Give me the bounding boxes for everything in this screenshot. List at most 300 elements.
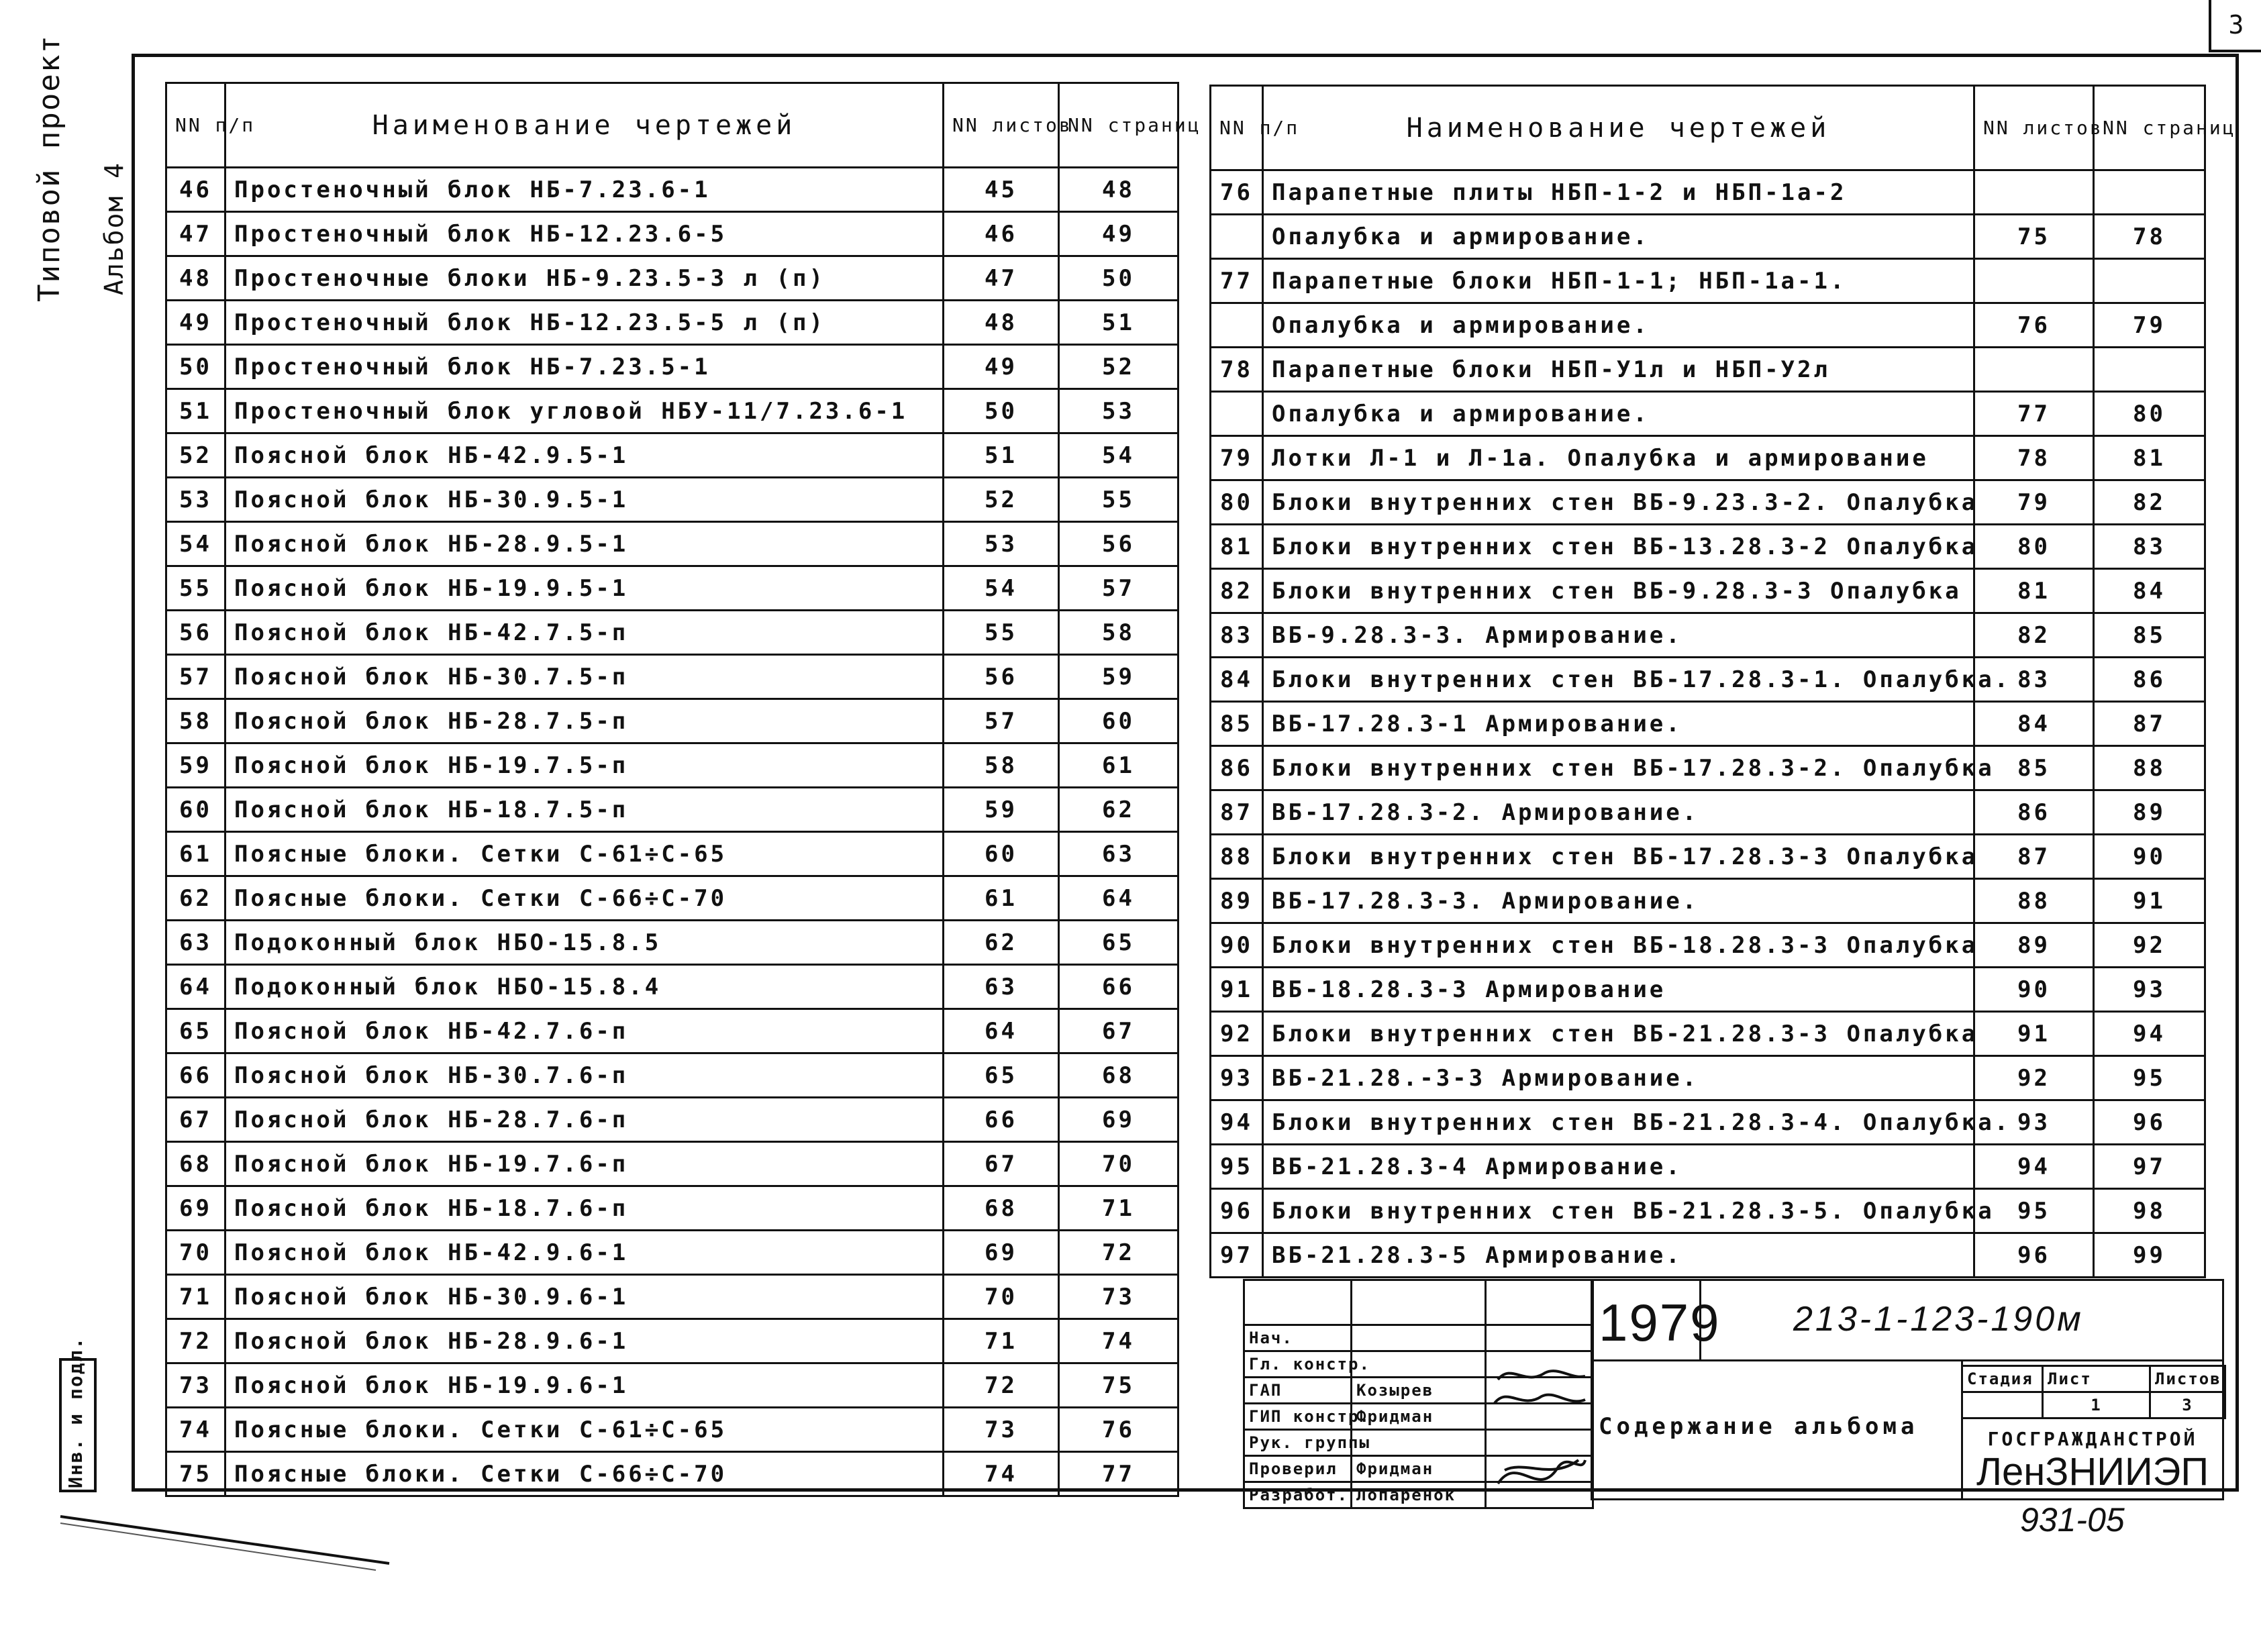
drawing-name: ВБ-17.28.3-3. Армирование. [1263,879,1974,923]
table-row [166,1142,1178,1186]
drawing-name: Блоки внутренних стен ВБ-17.28.3-2. Опалубка [1263,746,1974,790]
stamp-spacer-row [1244,1280,1593,1325]
col-header-num: NN п/п [166,83,225,168]
row-number: 57 [166,655,225,699]
page-number-cell: 48 [1059,168,1178,212]
table-row [1211,790,2205,835]
table-row [1211,1100,2205,1145]
drawing-code-handwritten: 931-05 [2020,1501,2125,1539]
page-number-cell: 52 [1059,345,1178,389]
left-contents-table [165,82,1201,1497]
sheet-number-cell: 59 [944,788,1059,832]
sheet-number-cell: 49 [944,345,1059,389]
row-number: 52 [166,433,225,478]
row-number: 48 [166,256,225,301]
sheet-number-cell: 58 [944,743,1059,788]
sheets-value: 3 [2150,1392,2225,1418]
sheet-number-cell: 63 [944,965,1059,1009]
table-row [166,743,1178,788]
page-number-cell: 65 [1059,921,1178,965]
row-number [1211,392,1263,436]
page-number-cell: 74 [1059,1319,1178,1363]
row-number: 55 [166,566,225,611]
table-row [166,699,1178,743]
table-row [166,1186,1178,1231]
drawing-name: Поясной блок НБ-18.7.6-п [225,1186,944,1231]
drawing-name: ВБ-21.28.3-4 Армирование. [1263,1145,1974,1189]
row-number [1211,215,1263,259]
col-header-pages: NN страниц [2094,86,2205,170]
row-number: 58 [166,699,225,743]
drawing-name: Опалубка и армирование. [1263,215,1974,259]
stamp-signature-cell [1486,1325,1593,1351]
row-number: 56 [166,611,225,655]
row-number: 80 [1211,480,1263,525]
org-name: ГОСГРАЖДАНСТРОЙ [1987,1428,2198,1450]
table-row [1211,1145,2205,1189]
drawing-name: Поясной блок НБ-28.9.6-1 [225,1319,944,1363]
page-number-cell: 84 [2094,569,2205,613]
row-number: 65 [166,1009,225,1053]
page-number-cell: 58 [1059,611,1178,655]
row-number: 73 [166,1363,225,1408]
sheet-number-cell: 56 [944,655,1059,699]
page-number-cell: 70 [1059,1142,1178,1186]
page-number-cell: 89 [2094,790,2205,835]
drawing-name: Поясной блок НБ-19.9.5-1 [225,566,944,611]
row-number: 67 [166,1098,225,1142]
stage-value [1962,1392,2043,1418]
page-number-cell: 71 [1059,1186,1178,1231]
page-number-cell: 98 [2094,1189,2205,1233]
row-number: 68 [166,1142,225,1186]
drawing-name: Поясной блок НБ-28.7.6-п [225,1098,944,1142]
drawing-name: Поясные блоки. Сетки С-66÷С-70 [225,876,944,921]
row-number: 50 [166,345,225,389]
page-number-cell: 61 [1059,743,1178,788]
drawing-name: Подоконный блок НБО-15.8.4 [225,965,944,1009]
row-number: 47 [166,212,225,256]
page-number-cell: 63 [1059,832,1178,876]
stamp-role: Нач. [1244,1325,1352,1351]
page-number-cell: 99 [2094,1233,2205,1278]
page-number-cell: 93 [2094,968,2205,1012]
page-number-cell: 51 [1059,301,1178,345]
table-row [166,433,1178,478]
project-label: Типовой проект [32,34,66,302]
drawing-name: Поясные блоки. Сетки С-61÷С-65 [225,832,944,876]
sheet-number-cell: 54 [944,566,1059,611]
sheet-number-cell: 81 [1974,569,2094,613]
row-number: 60 [166,788,225,832]
drawing-name: Поясной блок НБ-42.7.5-п [225,611,944,655]
row-number: 71 [166,1275,225,1319]
table-row [166,389,1178,433]
row-number: 46 [166,168,225,212]
drawing-name: Простеночный блок угловой НБУ-11/7.23.6-1 [225,389,944,433]
page-number-cell: 50 [1059,256,1178,301]
drawing-name: ВБ-21.28.3-5 Армирование. [1263,1233,1974,1278]
table-row [166,611,1178,655]
row-number: 87 [1211,790,1263,835]
right-contents-table [1209,85,2236,1278]
stamp-empty-cell [1244,1280,1352,1325]
row-number: 66 [166,1053,225,1098]
stamp-role: Проверил [1244,1456,1352,1482]
table-row [1211,968,2205,1012]
drawing-name: Поясной блок НБ-30.7.5-п [225,655,944,699]
row-number: 53 [166,478,225,522]
drawing-name: Блоки внутренних стен ВБ-9.28.3-3 Опалубка [1263,569,1974,613]
table-row [1211,525,2205,569]
row-number: 74 [166,1408,225,1452]
page-number-cell: 83 [2094,525,2205,569]
row-number: 95 [1211,1145,1263,1189]
row-number: 88 [1211,835,1263,879]
stamp-person [1352,1325,1486,1351]
page-number-cell: 75 [1059,1363,1178,1408]
sheet-number-cell: 84 [1974,702,2094,746]
drawing-name: Поясной блок НБ-42.9.5-1 [225,433,944,478]
table-row [166,788,1178,832]
sheet-number-cell: 88 [1974,879,2094,923]
table-row [166,168,1178,212]
stamp-year-divider [1699,1279,1701,1359]
table-row [166,655,1178,699]
row-number: 77 [1211,259,1263,303]
drawing-name: Поясной блок НБ-18.7.5-п [225,788,944,832]
row-number: 91 [1211,968,1263,1012]
drawing-name: ВБ-17.28.3-1 Армирование. [1263,702,1974,746]
page-number-cell: 97 [2094,1145,2205,1189]
table-row [1211,1012,2205,1056]
row-number: 84 [1211,658,1263,702]
stamp-empty-cell [1352,1280,1486,1325]
drawing-name: Подоконный блок НБО-15.8.5 [225,921,944,965]
sheet-number-cell: 45 [944,168,1059,212]
table-row [166,1009,1178,1053]
stamp-person [1352,1430,1486,1456]
sheet-number-cell: 82 [1974,613,2094,658]
col-header-sheets: NN листов [944,83,1059,168]
sheet-number-cell: 47 [944,256,1059,301]
drawing-name: Парапетные плиты НБП-1-2 и НБП-1а-2 [1263,170,1974,215]
sheet-number-cell: 50 [944,389,1059,433]
page-number-cell: 85 [2094,613,2205,658]
table-row [166,1053,1178,1098]
page-number-cell: 49 [1059,212,1178,256]
sheet-number-cell: 90 [1974,968,2094,1012]
row-number: 51 [166,389,225,433]
table-row [166,921,1178,965]
sheet-number-cell: 65 [944,1053,1059,1098]
org-institute: ЛенЗНИИЭП [1976,1450,2209,1494]
table-row [1211,746,2205,790]
sheet-number-cell: 64 [944,1009,1059,1053]
table-row [1211,702,2205,746]
sheet-number-cell: 52 [944,478,1059,522]
sheet-number-cell: 80 [1974,525,2094,569]
page-number-cell: 80 [2094,392,2205,436]
drawing-name: Простеночные блоки НБ-9.23.5-3 л (п) [225,256,944,301]
sheet-number-cell: 53 [944,522,1059,566]
drawing-name: Поясной блок НБ-30.7.6-п [225,1053,944,1098]
col-header-pages: NN страниц [1059,83,1178,168]
sheet-label: Лист [2043,1366,2150,1392]
stamp-person: Фридман [1352,1404,1486,1430]
drawing-name: Парапетные блоки НБП-У1л и НБП-У2л [1263,348,1974,392]
sheet-value: 1 [2043,1392,2150,1418]
drawing-name: Поясные блоки. Сетки С-61÷С-65 [225,1408,944,1452]
page-number-cell: 90 [2094,835,2205,879]
sheet-number: 3 [2209,0,2261,52]
page-number-cell [2094,348,2205,392]
page-number-cell: 59 [1059,655,1178,699]
stamp-role-row [1244,1325,1593,1351]
row-number: 59 [166,743,225,788]
sheet-number-cell: 60 [944,832,1059,876]
drawing-name: Поясной блок НБ-30.9.6-1 [225,1275,944,1319]
page-number-cell: 55 [1059,478,1178,522]
row-number: 79 [1211,436,1263,480]
table-row [1211,1189,2205,1233]
table-row [1211,303,2205,348]
drawing-name: Блоки внутренних стен ВБ-18.28.3-3 Опалубка [1263,923,1974,968]
drawing-name: Поясной блок НБ-28.7.5-п [225,699,944,743]
drawing-name: Блоки внутренних стен ВБ-13.28.3-2 Опалубка [1263,525,1974,569]
sheet-number-cell: 62 [944,921,1059,965]
page-number-cell: 96 [2094,1100,2205,1145]
page-number-cell: 57 [1059,566,1178,611]
table-row [166,522,1178,566]
table-row [166,566,1178,611]
drawing-name: Опалубка и армирование. [1263,303,1974,348]
stamp-code: 213-1-123-190м [1793,1300,2084,1339]
row-number: 78 [1211,348,1263,392]
sheet-number-cell: 68 [944,1186,1059,1231]
stamp-role: Разработ. [1244,1482,1352,1508]
page-number-cell: 64 [1059,876,1178,921]
drawing-name: Поясной блок НБ-28.9.5-1 [225,522,944,566]
stamp-role: Рук. группы [1244,1430,1352,1456]
page-number-cell: 53 [1059,389,1178,433]
col-header-num: NN п/п [1211,86,1263,170]
drawing-name: Блоки внутренних стен ВБ-17.28.3-3 Опалубка [1263,835,1974,879]
stamp-stage-table [1961,1365,2226,1419]
stamp-person [1352,1351,1486,1378]
drawing-name: Простеночный блок НБ-7.23.5-1 [225,345,944,389]
table-row [1211,613,2205,658]
table-row [1211,215,2205,259]
sheet-number-cell: 76 [1974,303,2094,348]
stage-label: Стадия [1962,1366,2043,1392]
stamp-title: Содержание альбома [1599,1413,1919,1440]
sheet-number-cell: 55 [944,611,1059,655]
drawing-name: Парапетные блоки НБП-1-1; НБП-1а-1. [1263,259,1974,303]
sheet-number-cell: 94 [1974,1145,2094,1189]
page-number-cell: 92 [2094,923,2205,968]
drawing-name: Блоки внутренних стен ВБ-21.28.3-5. Опалубка [1263,1189,1974,1233]
table-row [166,256,1178,301]
stamp-role: ГИП констр. [1244,1404,1352,1430]
table-row [1211,436,2205,480]
page-number-cell: 78 [2094,215,2205,259]
sheet-number-cell: 85 [1974,746,2094,790]
drawing-name: Простеночный блок НБ-12.23.5-5 л (п) [225,301,944,345]
sheet-number-cell: 89 [1974,923,2094,968]
stamp-year: 1979 [1599,1293,1721,1352]
col-header-name: Наименование чертежей [1263,86,1974,170]
sheet-number-cell: 92 [1974,1056,2094,1100]
page-number-cell: 81 [2094,436,2205,480]
sheet-number-cell: 86 [1974,790,2094,835]
sheet-number-cell: 61 [944,876,1059,921]
table-row [1211,879,2205,923]
stamp-person: Фридман [1352,1456,1486,1482]
table-row [1211,923,2205,968]
col-header-name: Наименование чертежей [225,83,944,168]
page-number-cell: 87 [2094,702,2205,746]
page-number-cell [2094,170,2205,215]
row-number: 69 [166,1186,225,1231]
row-number: 49 [166,301,225,345]
row-number: 72 [166,1319,225,1363]
page-number-cell: 62 [1059,788,1178,832]
table-row [166,965,1178,1009]
drawing-name: ВБ-21.28.-3-3 Армирование. [1263,1056,1974,1100]
sheet-number-cell: 83 [1974,658,2094,702]
row-number: 94 [1211,1100,1263,1145]
sheet-number-cell: 73 [944,1408,1059,1452]
sheet-number-cell [1974,259,2094,303]
table-row [1211,569,2205,613]
stamp-person: Лопаренок [1352,1482,1486,1508]
sheet-number-cell: 72 [944,1363,1059,1408]
drawing-name: Поясной блок НБ-19.9.6-1 [225,1363,944,1408]
drawing-name: Поясные блоки. Сетки С-66÷С-70 [225,1452,944,1496]
table-row [1211,259,2205,303]
table-row [166,1452,1178,1496]
table-row [166,1408,1178,1452]
row-number: 76 [1211,170,1263,215]
sheet-number-cell: 77 [1974,392,2094,436]
drawing-name: ВБ-17.28.3-2. Армирование. [1263,790,1974,835]
scan-stroke-decoration [54,1503,403,1584]
page-number-cell: 72 [1059,1231,1178,1275]
sheet-number-cell: 74 [944,1452,1059,1496]
drawing-name: Опалубка и армирование. [1263,392,1974,436]
row-number: 63 [166,921,225,965]
table-row [1211,1056,2205,1100]
page-number-cell: 77 [1059,1452,1178,1496]
row-number: 90 [1211,923,1263,968]
stamp-person: Козырев [1352,1378,1486,1404]
sheet-number-cell: 51 [944,433,1059,478]
sheet-number-cell: 95 [1974,1189,2094,1233]
row-number: 54 [166,522,225,566]
drawing-name: Блоки внутренних стен ВБ-17.28.3-1. Опалубка. [1263,658,1974,702]
drawing-name: Блоки внутренних стен ВБ-21.28.3-3 Опалубка [1263,1012,1974,1056]
sheet-number-cell: 66 [944,1098,1059,1142]
drawing-name: Блоки внутренних стен ВБ-9.23.3-2. Опалубка [1263,480,1974,525]
sheet-number-cell: 67 [944,1142,1059,1186]
table-row [166,1098,1178,1142]
table-row [166,345,1178,389]
row-number: 85 [1211,702,1263,746]
drawing-name: ВБ-9.28.3-3. Армирование. [1263,613,1974,658]
sheet-number-cell: 96 [1974,1233,2094,1278]
sheet-number-cell: 70 [944,1275,1059,1319]
page-number-cell: 56 [1059,522,1178,566]
sheet-number-cell: 48 [944,301,1059,345]
row-number [1211,303,1263,348]
album-label: Альбом 4 [99,161,129,295]
drawing-name: Простеночный блок НБ-12.23.6-5 [225,212,944,256]
row-number: 89 [1211,879,1263,923]
sheet-number-cell: 57 [944,699,1059,743]
table-row [1211,835,2205,879]
table-row [1211,392,2205,436]
sheets-label: Листов [2150,1366,2225,1392]
table-row [1211,658,2205,702]
stamp-empty-cell [1486,1280,1593,1325]
page-number-cell: 69 [1059,1098,1178,1142]
page-number-cell [2094,259,2205,303]
page-number-cell: 88 [2094,746,2205,790]
sheet-number-cell [1974,348,2094,392]
table-row [166,876,1178,921]
drawing-name: Лотки Л-1 и Л-1а. Опалубка и армирование [1263,436,1974,480]
row-number: 93 [1211,1056,1263,1100]
sheet-number-cell: 46 [944,212,1059,256]
page-number-cell: 67 [1059,1009,1178,1053]
stamp-role: Гл. констр. [1244,1351,1352,1378]
page-number-cell: 54 [1059,433,1178,478]
table-row [166,1275,1178,1319]
drawing-name: ВБ-18.28.3-3 Армирование [1263,968,1974,1012]
sheet-number-cell: 87 [1974,835,2094,879]
table-row [166,478,1178,522]
table-row [1211,480,2205,525]
row-number: 62 [166,876,225,921]
row-number: 64 [166,965,225,1009]
drawing-name: Поясной блок НБ-42.9.6-1 [225,1231,944,1275]
page-number-cell: 79 [2094,303,2205,348]
row-number: 96 [1211,1189,1263,1233]
row-number: 61 [166,832,225,876]
row-number: 70 [166,1231,225,1275]
page-number-cell: 76 [1059,1408,1178,1452]
table-row [1211,348,2205,392]
table-row [166,832,1178,876]
row-number: 92 [1211,1012,1263,1056]
inv-label: Инв. и подл. [64,1336,87,1488]
drawing-name: Поясной блок НБ-19.7.6-п [225,1142,944,1186]
row-number: 81 [1211,525,1263,569]
row-number: 97 [1211,1233,1263,1278]
title-block [1243,1279,2224,1504]
row-number: 86 [1211,746,1263,790]
table-row [1211,1233,2205,1278]
sheet-number-cell [1974,170,2094,215]
sheet-number-cell: 71 [944,1319,1059,1363]
page-number-cell: 94 [2094,1012,2205,1056]
sheet-number-cell: 91 [1974,1012,2094,1056]
table-row [166,1363,1178,1408]
stamp-divider [1591,1359,2224,1361]
page-number-cell: 91 [2094,879,2205,923]
drawing-name: Блоки внутренних стен ВБ-21.28.3-4. Опалубка. [1263,1100,1974,1145]
